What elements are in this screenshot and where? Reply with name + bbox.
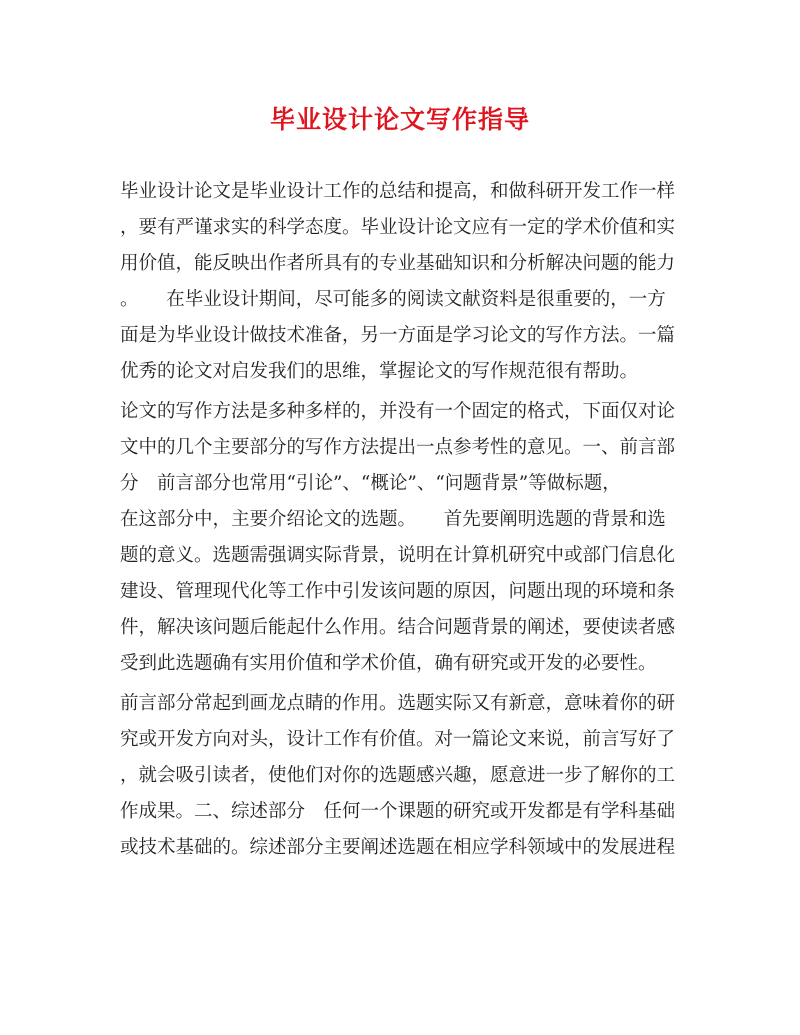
text-line: 。 在毕业设计期间，尽可能多的阅读文献资料是很重要的，一方 (120, 289, 666, 310)
paragraph-1 (120, 174, 680, 390)
text-line: ，就会吸引读者，使他们对你的选题感兴趣，愿意进一步了解你的工 (120, 765, 676, 786)
text-line: 论文的写作方法是多种多样的，并没有一个固定的格式，下面仅对论 (120, 401, 676, 422)
text-line: 优秀的论文对启发我们的思维，掌握论文的写作规范很有帮助。 (120, 361, 639, 382)
text-line: 或技术基础的。综述部分主要阐述选题在相应学科领域中的发展进程 (120, 837, 676, 858)
paragraph-3 (120, 686, 680, 866)
document-body (120, 174, 680, 866)
page-title: 毕业设计论文写作指导 (269, 105, 530, 134)
text-line: 在这部分中，主要介绍论文的选题。 首先要阐明选题的背景和选 (120, 509, 666, 530)
text-line: 建设、管理现代化等工作中引发该问题的原因，问题出现的环境和条 (120, 581, 676, 602)
text-line: 用价值，能反映出作者所具有的专业基础知识和分析解决问题的能力 (120, 253, 676, 274)
text-line: 件，解决该问题后能起什么作用。结合问题背景的阐述，要使读者感 (120, 617, 676, 638)
text-line: 面是为毕业设计做技术准备，另一方面是学习论文的写作方法。一篇 (120, 325, 676, 346)
text-line: 文中的几个主要部分的写作方法提出一点参考性的意见。一、前言部 (120, 437, 676, 458)
text-line: 受到此选题确有实用价值和学术价值，确有研究或开发的必要性。 (120, 653, 657, 674)
text-line: 分 前言部分也常用“引论”、“概论”、“问题背景”等做标题， (120, 473, 621, 494)
text-line: 题的意义。选题需强调实际背景，说明在计算机研究中或部门信息化 (120, 545, 676, 566)
text-line: 毕业设计论文是毕业设计工作的总结和提高，和做科研开发工作一样 (120, 181, 676, 202)
text-line: ，要有严谨求实的科学态度。毕业设计论文应有一定的学术价值和实 (120, 217, 676, 238)
text-line: 作成果。二、综述部分 任何一个课题的研究或开发都是有学科基础 (120, 801, 676, 822)
paragraph-2 (120, 394, 680, 682)
text-line: 究或开发方向对头，设计工作有价值。对一篇论文来说，前言写好了 (120, 729, 676, 750)
text-line: 前言部分常起到画龙点睛的作用。选题实际又有新意，意味着你的研 (120, 693, 676, 714)
